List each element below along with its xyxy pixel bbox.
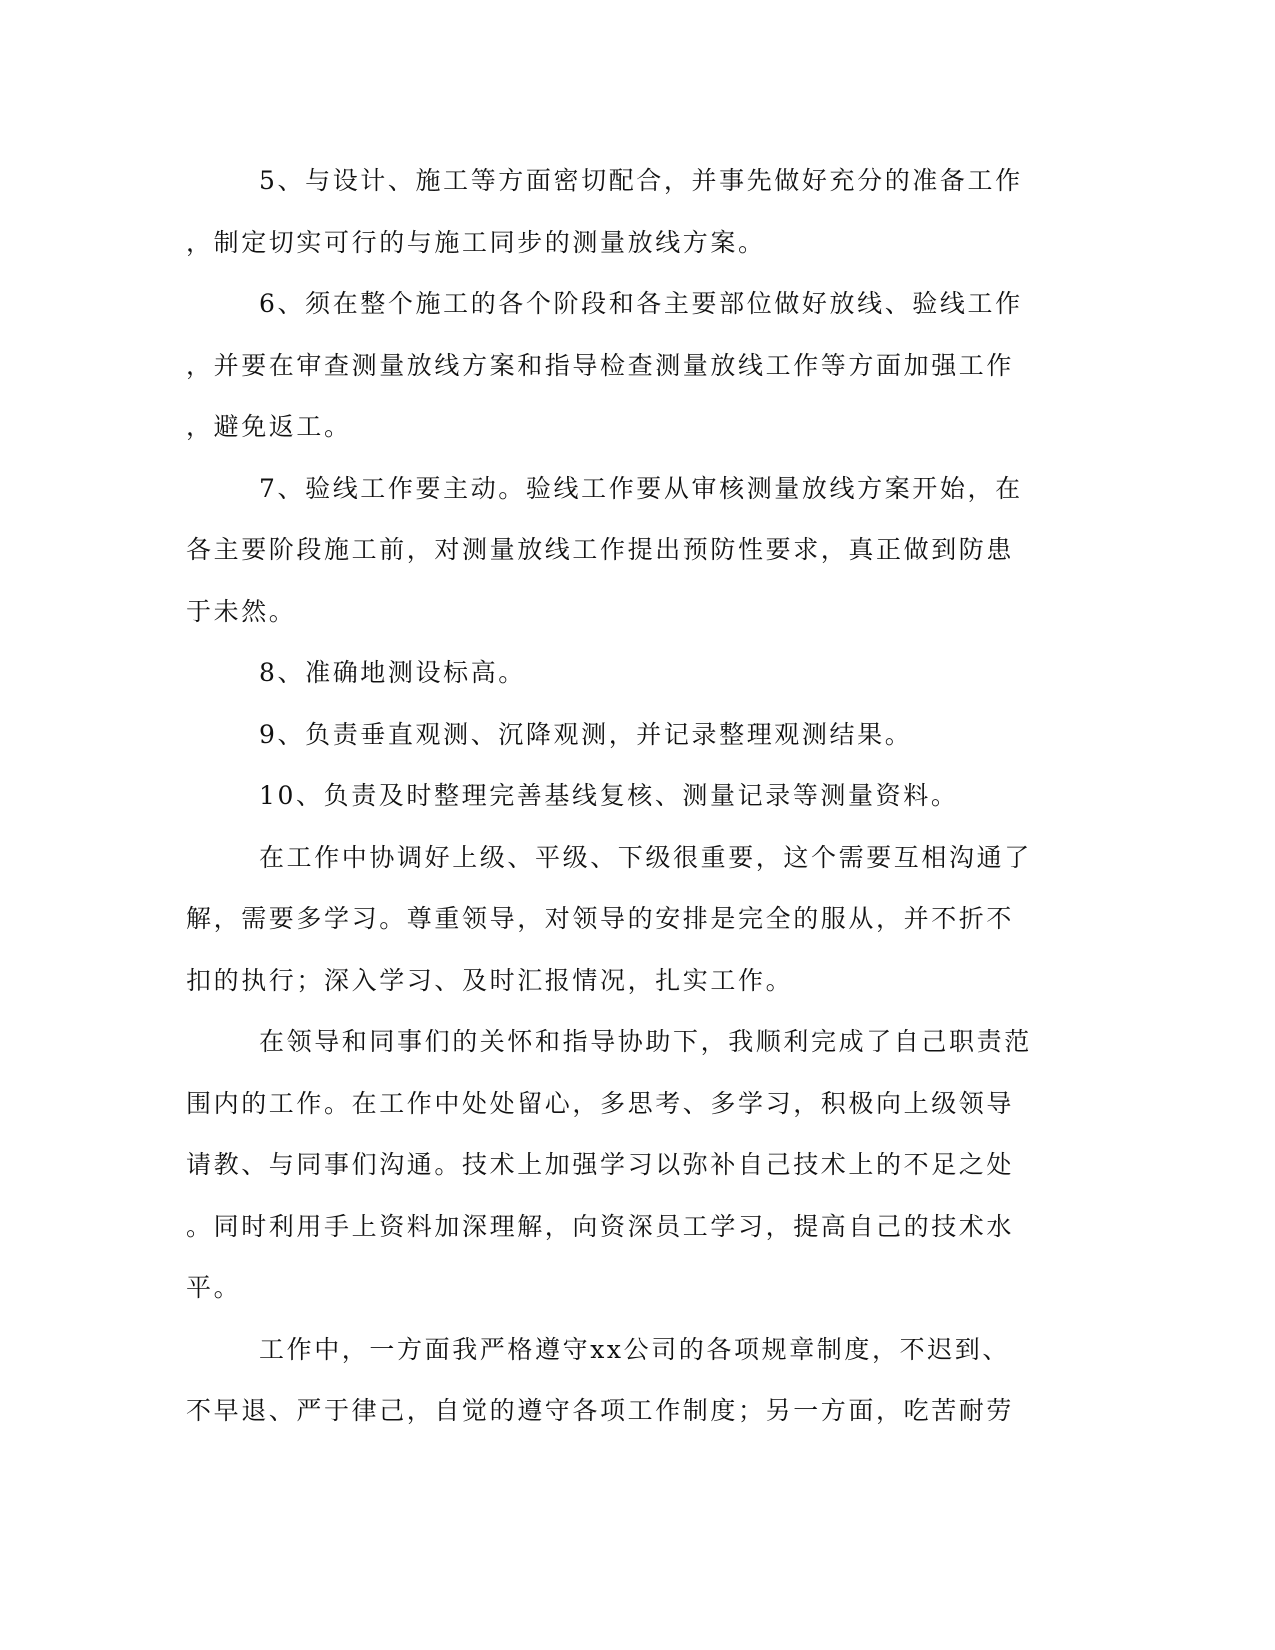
- text-line: 扣的执行；深入学习、及时汇报情况，扎实工作。: [186, 965, 794, 995]
- text-line: 在领导和同事们的关怀和指导协助下，我顺利完成了自己职责范: [259, 1027, 1032, 1056]
- text-line: 围内的工作。在工作中处处留心，多思考、多学习，积极向上级领导: [186, 1088, 1015, 1118]
- text-line: 。同时利用手上资料加深理解，向资深员工学习，提高自己的技术水: [186, 1211, 1015, 1241]
- text-line: 各主要阶段施工前，对测量放线工作提出预防性要求，真正做到防患: [186, 535, 1015, 564]
- text-line: ，并要在审查测量放线方案和指导检查测量放线工作等方面加强工作: [186, 350, 1015, 380]
- text-line: ，避免返工。: [186, 412, 352, 441]
- text-line: 请教、与同事们沟通。技术上加强学习以弥补自己技术上的不足之处: [186, 1150, 1015, 1179]
- text-line: 不早退、严于律己，自觉的遵守各项工作制度；另一方面，吃苦耐劳: [186, 1396, 1015, 1425]
- text-line: 9、负责垂直观测、沉降观测，并记录整理观测结果。: [259, 719, 913, 749]
- text-line: 5、与设计、施工等方面密切配合，并事先做好充分的准备工作: [259, 166, 1023, 195]
- text-line: 平。: [186, 1273, 242, 1302]
- document-body: [186, 160, 1066, 1452]
- text-line: ，制定切实可行的与施工同步的测量放线方案。: [186, 227, 766, 257]
- text-line: 工作中，一方面我严格遵守xx公司的各项规章制度，不迟到、: [259, 1334, 1011, 1364]
- text-line: 8、准确地测设标高。: [259, 658, 526, 687]
- text-line: 在工作中协调好上级、平级、下级很重要，这个需要互相沟通了: [259, 842, 1032, 872]
- text-line: 10、负责及时整理完善基线复核、测量记录等测量资料。: [259, 781, 959, 810]
- text-line: 于未然。: [186, 596, 297, 626]
- text-line: 解，需要多学习。尊重领导，对领导的安排是完全的服从，并不折不: [186, 904, 1015, 933]
- text-line: 6、须在整个施工的各个阶段和各主要部位做好放线、验线工作: [259, 289, 1023, 318]
- text-line: 7、验线工作要主动。验线工作要从审核测量放线方案开始，在: [259, 473, 1023, 503]
